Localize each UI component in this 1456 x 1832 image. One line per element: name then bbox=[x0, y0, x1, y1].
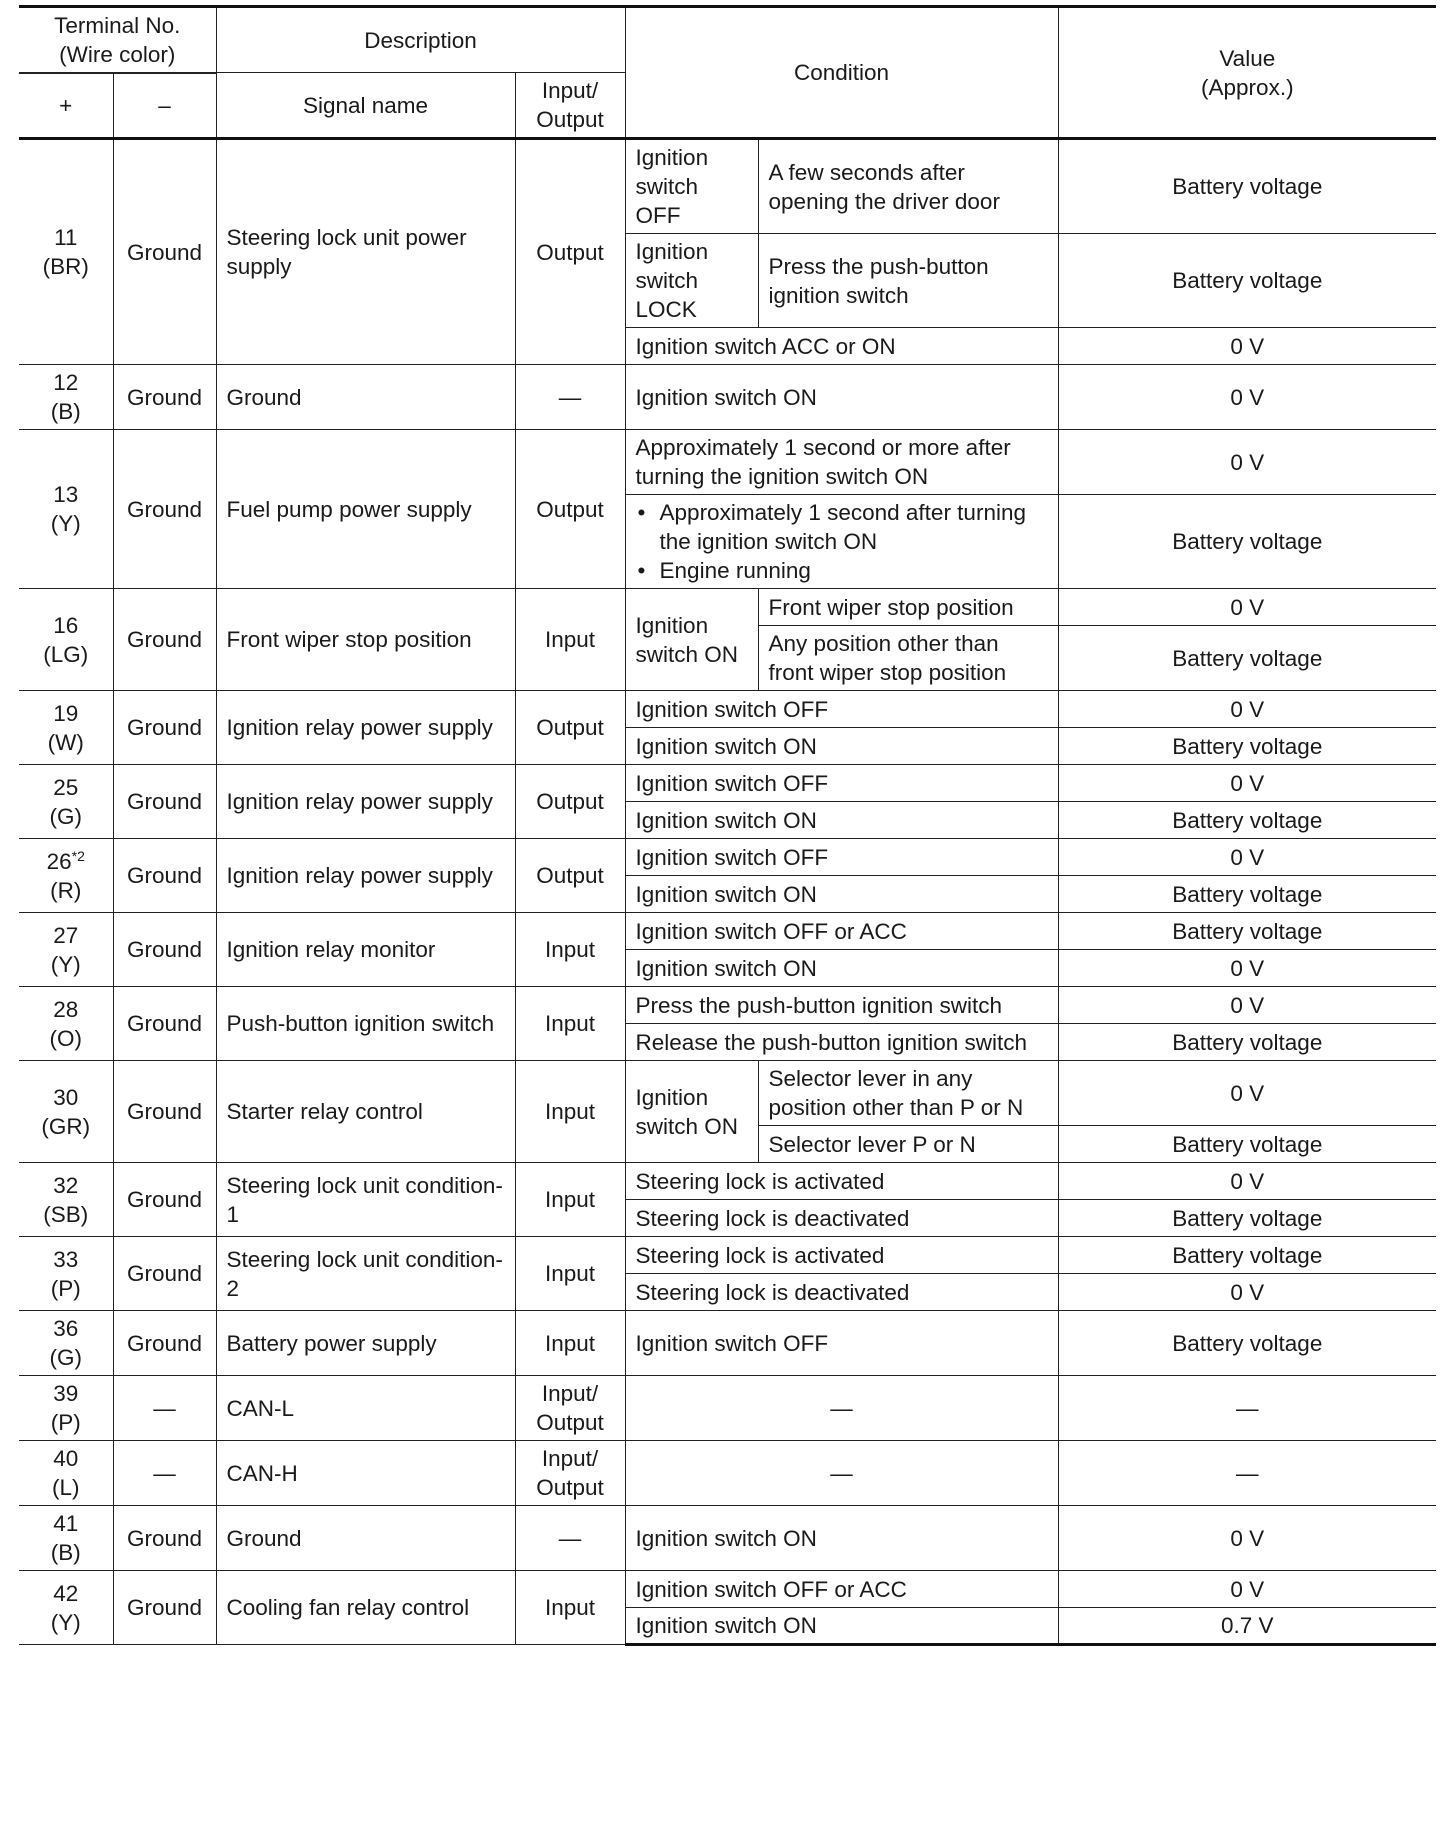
table-row bbox=[19, 1441, 1436, 1506]
terminal-number-text: 12 bbox=[53, 370, 79, 395]
ground-cell: Ground bbox=[113, 139, 216, 365]
table-row bbox=[19, 1571, 1436, 1608]
description-header: Description bbox=[216, 7, 625, 73]
table-row bbox=[19, 589, 1436, 626]
table-row bbox=[19, 691, 1436, 728]
condition-cell: Ignition switch ON bbox=[625, 365, 1058, 430]
input-output-cell: Output bbox=[515, 839, 625, 913]
terminal-number bbox=[29, 921, 103, 950]
condition-cell: Release the push-button ignition switch bbox=[625, 1024, 1058, 1061]
signal-name-cell: Push-button ignition switch bbox=[216, 987, 515, 1061]
terminal-number-text: 16 bbox=[53, 612, 79, 638]
condition-cell: Ignition switch OFF bbox=[625, 691, 1058, 728]
terminal-cell bbox=[19, 1376, 113, 1441]
value-cell: 0 V bbox=[1058, 365, 1436, 430]
signal-name-cell: Ignition relay power supply bbox=[216, 691, 515, 765]
value-cell: 0 V bbox=[1058, 839, 1436, 876]
input-output-cell: Output bbox=[515, 691, 625, 765]
terminal-cell bbox=[19, 913, 113, 987]
value-cell: Battery voltage bbox=[1058, 728, 1436, 765]
value-cell: 0 V bbox=[1058, 589, 1436, 626]
terminal-number-text: 27 bbox=[53, 922, 79, 948]
signal-name-cell: Ignition relay power supply bbox=[216, 839, 515, 913]
table-row bbox=[19, 1506, 1436, 1571]
terminal-number-text: 40 bbox=[53, 1446, 79, 1471]
condition-cell: Selector lever P or N bbox=[758, 1126, 1058, 1163]
condition-cell: Steering lock is deactivated bbox=[625, 1274, 1058, 1311]
condition-cell: Ignition switch ACC or ON bbox=[625, 328, 1058, 365]
ground-cell: Ground bbox=[113, 1237, 216, 1311]
table-row bbox=[19, 365, 1436, 430]
terminal-number bbox=[29, 368, 103, 397]
condition-bullet-item: • Engine running bbox=[636, 556, 1048, 585]
wire-color: (R) bbox=[50, 877, 82, 903]
value-cell: — bbox=[1058, 1376, 1436, 1441]
signal-name-cell: Fuel pump power supply bbox=[216, 430, 515, 589]
signal-name-cell: Steering lock unit power supply bbox=[216, 139, 515, 365]
terminal-cell bbox=[19, 1061, 113, 1163]
table-row bbox=[19, 839, 1436, 876]
terminal-cell bbox=[19, 139, 113, 365]
ground-cell: Ground bbox=[113, 839, 216, 913]
wire-color: (BR) bbox=[42, 254, 89, 279]
terminal-table bbox=[19, 5, 1436, 1646]
condition-cell: Ignition switch OFF or ACC bbox=[625, 913, 1058, 950]
input-output-header bbox=[515, 73, 625, 139]
terminal-number-text: 13 bbox=[53, 482, 79, 507]
condition-sub-cell: Ignition switch ON bbox=[625, 1061, 758, 1163]
wire-color: (Y) bbox=[50, 1609, 81, 1635]
table-row bbox=[19, 1237, 1436, 1274]
terminal-cell bbox=[19, 691, 113, 765]
terminal-cell bbox=[19, 987, 113, 1061]
condition-bullets bbox=[636, 498, 1048, 585]
input-output-cell: Input bbox=[515, 1163, 625, 1237]
signal-name-cell: Ignition relay monitor bbox=[216, 913, 515, 987]
ground-cell: Ground bbox=[113, 1061, 216, 1163]
wire-color: (O) bbox=[49, 1025, 82, 1051]
condition-cell: Steering lock is activated bbox=[625, 1237, 1058, 1274]
terminal-cell bbox=[19, 1237, 113, 1311]
ground-cell: Ground bbox=[113, 1163, 216, 1237]
condition-cell: — bbox=[625, 1441, 1058, 1506]
approx-label: (Approx.) bbox=[1201, 74, 1294, 100]
value-cell: Battery voltage bbox=[1058, 1237, 1436, 1274]
terminal-number bbox=[29, 1083, 103, 1112]
terminal-number bbox=[29, 1579, 103, 1608]
terminal-cell bbox=[19, 1571, 113, 1645]
condition-cell: Ignition switch OFF bbox=[625, 839, 1058, 876]
condition-cell: Front wiper stop position bbox=[758, 589, 1058, 626]
wire-color: (LG) bbox=[43, 641, 89, 667]
ground-cell: Ground bbox=[113, 589, 216, 691]
signal-name-cell: CAN-L bbox=[216, 1376, 515, 1441]
ground-cell: Ground bbox=[113, 913, 216, 987]
table-row bbox=[19, 913, 1436, 950]
ground-cell: Ground bbox=[113, 765, 216, 839]
condition-cell: Ignition switch ON bbox=[625, 876, 1058, 913]
input-output-cell: Input/ Output bbox=[515, 1376, 625, 1441]
signal-name-cell: Ground bbox=[216, 365, 515, 430]
value-cell: Battery voltage bbox=[1058, 802, 1436, 839]
input-output-cell: Input bbox=[515, 589, 625, 691]
terminal-number-text: 19 bbox=[53, 700, 79, 726]
value-cell: Battery voltage bbox=[1058, 139, 1436, 234]
wire-color: (W) bbox=[47, 729, 84, 755]
minus-header: – bbox=[113, 74, 216, 139]
terminal-no-label: Terminal No. bbox=[54, 13, 181, 38]
signal-name-header: Signal name bbox=[216, 73, 515, 139]
terminal-number-text: 36 bbox=[53, 1316, 79, 1341]
condition-header: Condition bbox=[625, 7, 1058, 139]
signal-name-cell: Front wiper stop position bbox=[216, 589, 515, 691]
terminal-number bbox=[29, 1171, 103, 1200]
condition-cell: Ignition switch ON bbox=[625, 728, 1058, 765]
terminal-number-text: 11 bbox=[54, 225, 78, 250]
signal-name-cell: Starter relay control bbox=[216, 1061, 515, 1163]
terminal-number-text: 32 bbox=[53, 1172, 79, 1198]
input-output-cell: Output bbox=[515, 765, 625, 839]
table-row bbox=[19, 1061, 1436, 1126]
condition-cell: Steering lock is deactivated bbox=[625, 1200, 1058, 1237]
terminal-number-text: 28 bbox=[53, 996, 79, 1022]
header-row-1 bbox=[19, 7, 1436, 73]
value-cell: 0 V bbox=[1058, 430, 1436, 495]
value-cell: 0 V bbox=[1058, 765, 1436, 802]
wire-color: (B) bbox=[50, 399, 81, 424]
condition-sub-cell: Ignition switch OFF bbox=[625, 139, 758, 234]
terminal-cell bbox=[19, 589, 113, 691]
value-header bbox=[1058, 7, 1436, 139]
condition-cell: — bbox=[625, 1376, 1058, 1441]
terminal-number-text: 39 bbox=[53, 1381, 79, 1406]
value-cell: 0 V bbox=[1058, 987, 1436, 1024]
wire-color: (P) bbox=[50, 1275, 81, 1301]
input-output-cell: — bbox=[515, 1506, 625, 1571]
ground-cell: Ground bbox=[113, 365, 216, 430]
wire-color: (Y) bbox=[50, 951, 81, 977]
terminal-number bbox=[29, 1379, 103, 1408]
value-cell: 0 V bbox=[1058, 691, 1436, 728]
ground-cell: Ground bbox=[113, 987, 216, 1061]
value-cell: 0 V bbox=[1058, 328, 1436, 365]
wire-color: (G) bbox=[49, 1345, 82, 1370]
value-cell: Battery voltage bbox=[1058, 626, 1436, 691]
input-output-label: Input/ Output bbox=[536, 78, 604, 132]
terminal-table-body bbox=[19, 139, 1436, 1645]
value-cell: Battery voltage bbox=[1058, 1200, 1436, 1237]
value-cell: Battery voltage bbox=[1058, 876, 1436, 913]
value-cell: Battery voltage bbox=[1058, 1311, 1436, 1376]
value-cell: Battery voltage bbox=[1058, 913, 1436, 950]
terminal-number-text: 42 bbox=[53, 1580, 79, 1606]
value-cell: 0 V bbox=[1058, 1571, 1436, 1608]
terminal-number bbox=[29, 847, 103, 876]
signal-name-cell: Ignition relay power supply bbox=[216, 765, 515, 839]
value-cell: Battery voltage bbox=[1058, 1126, 1436, 1163]
terminal-number bbox=[29, 773, 103, 802]
condition-cell: Ignition switch ON bbox=[625, 1608, 1058, 1645]
terminal-number-text: 41 bbox=[53, 1511, 79, 1536]
condition-cell: Ignition switch OFF or ACC bbox=[625, 1571, 1058, 1608]
terminal-number bbox=[29, 1444, 103, 1473]
input-output-cell: Input/ Output bbox=[515, 1441, 625, 1506]
input-output-cell: Input bbox=[515, 913, 625, 987]
value-cell: 0 V bbox=[1058, 1506, 1436, 1571]
terminal-note: *2 bbox=[71, 847, 85, 864]
condition-cell: Ignition switch ON bbox=[625, 1506, 1058, 1571]
value-cell: 0 V bbox=[1058, 1061, 1436, 1126]
input-output-cell: Input bbox=[515, 1237, 625, 1311]
wire-color: (GR) bbox=[41, 1113, 91, 1139]
input-output-cell: Input bbox=[515, 1061, 625, 1163]
value-cell: 0 V bbox=[1058, 1163, 1436, 1200]
condition-bullet-item: • Approximately 1 second after turning the ignition switch ON bbox=[636, 498, 1048, 556]
table-row bbox=[19, 987, 1436, 1024]
wire-color-label: (Wire color) bbox=[59, 42, 176, 67]
condition-sub-cell: Ignition switch LOCK bbox=[625, 234, 758, 328]
signal-name-cell: Ground bbox=[216, 1506, 515, 1571]
input-output-cell: Input bbox=[515, 987, 625, 1061]
terminal-number-text: 30 bbox=[53, 1084, 79, 1110]
table-row bbox=[19, 765, 1436, 802]
terminal-number bbox=[29, 1509, 103, 1538]
condition-cell: Ignition switch OFF bbox=[625, 765, 1058, 802]
value-cell: Battery voltage bbox=[1058, 1024, 1436, 1061]
plus-header: + bbox=[19, 74, 113, 139]
wire-color: (L) bbox=[52, 1475, 80, 1500]
signal-name-cell: CAN-H bbox=[216, 1441, 515, 1506]
terminal-cell bbox=[19, 1506, 113, 1571]
terminal-cell bbox=[19, 430, 113, 589]
table-row bbox=[19, 139, 1436, 234]
signal-name-cell: Steering lock unit condition-1 bbox=[216, 1163, 515, 1237]
ground-cell: Ground bbox=[113, 691, 216, 765]
table-row bbox=[19, 1163, 1436, 1200]
ground-cell: Ground bbox=[113, 1311, 216, 1376]
terminal-number bbox=[29, 223, 103, 252]
table-row bbox=[19, 430, 1436, 495]
input-output-cell: — bbox=[515, 365, 625, 430]
condition-cell: Ignition switch OFF bbox=[625, 1311, 1058, 1376]
value-cell: 0 V bbox=[1058, 950, 1436, 987]
ground-cell: Ground bbox=[113, 430, 216, 589]
ground-cell: — bbox=[113, 1441, 216, 1506]
condition-cell: Ignition switch ON bbox=[625, 950, 1058, 987]
terminal-cell bbox=[19, 1311, 113, 1376]
condition-cell: Press the push-button ignition switch bbox=[758, 234, 1058, 328]
condition-sub-cell: Ignition switch ON bbox=[625, 589, 758, 691]
value-cell: Battery voltage bbox=[1058, 234, 1436, 328]
value-cell: 0 V bbox=[1058, 1274, 1436, 1311]
wire-color: (SB) bbox=[43, 1201, 89, 1227]
terminal-no-header bbox=[19, 7, 216, 73]
wire-color: (Y) bbox=[50, 511, 81, 536]
ground-cell: — bbox=[113, 1376, 216, 1441]
ground-cell: Ground bbox=[113, 1506, 216, 1571]
condition-cell: Steering lock is activated bbox=[625, 1163, 1058, 1200]
signal-name-cell: Battery power supply bbox=[216, 1311, 515, 1376]
condition-cell: Selector lever in any position other than P or N bbox=[758, 1061, 1058, 1126]
input-output-cell: Output bbox=[515, 430, 625, 589]
ground-cell: Ground bbox=[113, 1571, 216, 1645]
input-output-cell: Input bbox=[515, 1311, 625, 1376]
value-cell: — bbox=[1058, 1441, 1436, 1506]
table-row bbox=[19, 1376, 1436, 1441]
signal-name-cell: Steering lock unit condition-2 bbox=[216, 1237, 515, 1311]
terminal-number-text: 25 bbox=[53, 774, 79, 800]
wire-color: (G) bbox=[49, 803, 82, 829]
condition-cell: Press the push-button ignition switch bbox=[625, 987, 1058, 1024]
condition-cell: Ignition switch ON bbox=[625, 802, 1058, 839]
terminal-cell bbox=[19, 1163, 113, 1237]
terminal-cell bbox=[19, 1441, 113, 1506]
table-row bbox=[19, 1311, 1436, 1376]
input-output-cell: Input bbox=[515, 1571, 625, 1645]
signal-name-cell: Cooling fan relay control bbox=[216, 1571, 515, 1645]
terminal-number bbox=[29, 1314, 103, 1343]
condition-cell: Approximately 1 second or more after turning the ignition switch ON bbox=[625, 430, 1058, 495]
terminal-number bbox=[29, 1245, 103, 1274]
wire-color: (P) bbox=[50, 1410, 81, 1435]
terminal-number bbox=[29, 480, 103, 509]
terminal-table-container bbox=[19, 5, 1436, 1646]
condition-cell: A few seconds after opening the driver door bbox=[758, 139, 1058, 234]
terminal-number bbox=[29, 611, 103, 640]
terminal-number-text: 26 bbox=[46, 848, 72, 874]
terminal-number bbox=[29, 699, 103, 728]
value-cell: Battery voltage bbox=[1058, 495, 1436, 589]
condition-cell bbox=[625, 495, 1058, 589]
terminal-number bbox=[29, 995, 103, 1024]
condition-cell: Any position other than front wiper stop position bbox=[758, 626, 1058, 691]
terminal-cell bbox=[19, 365, 113, 430]
wire-color: (B) bbox=[50, 1540, 81, 1565]
value-label: Value bbox=[1219, 45, 1276, 71]
terminal-number-text: 33 bbox=[53, 1246, 79, 1272]
terminal-cell bbox=[19, 839, 113, 913]
terminal-cell bbox=[19, 765, 113, 839]
value-cell: 0.7 V bbox=[1058, 1608, 1436, 1645]
input-output-cell: Output bbox=[515, 139, 625, 365]
